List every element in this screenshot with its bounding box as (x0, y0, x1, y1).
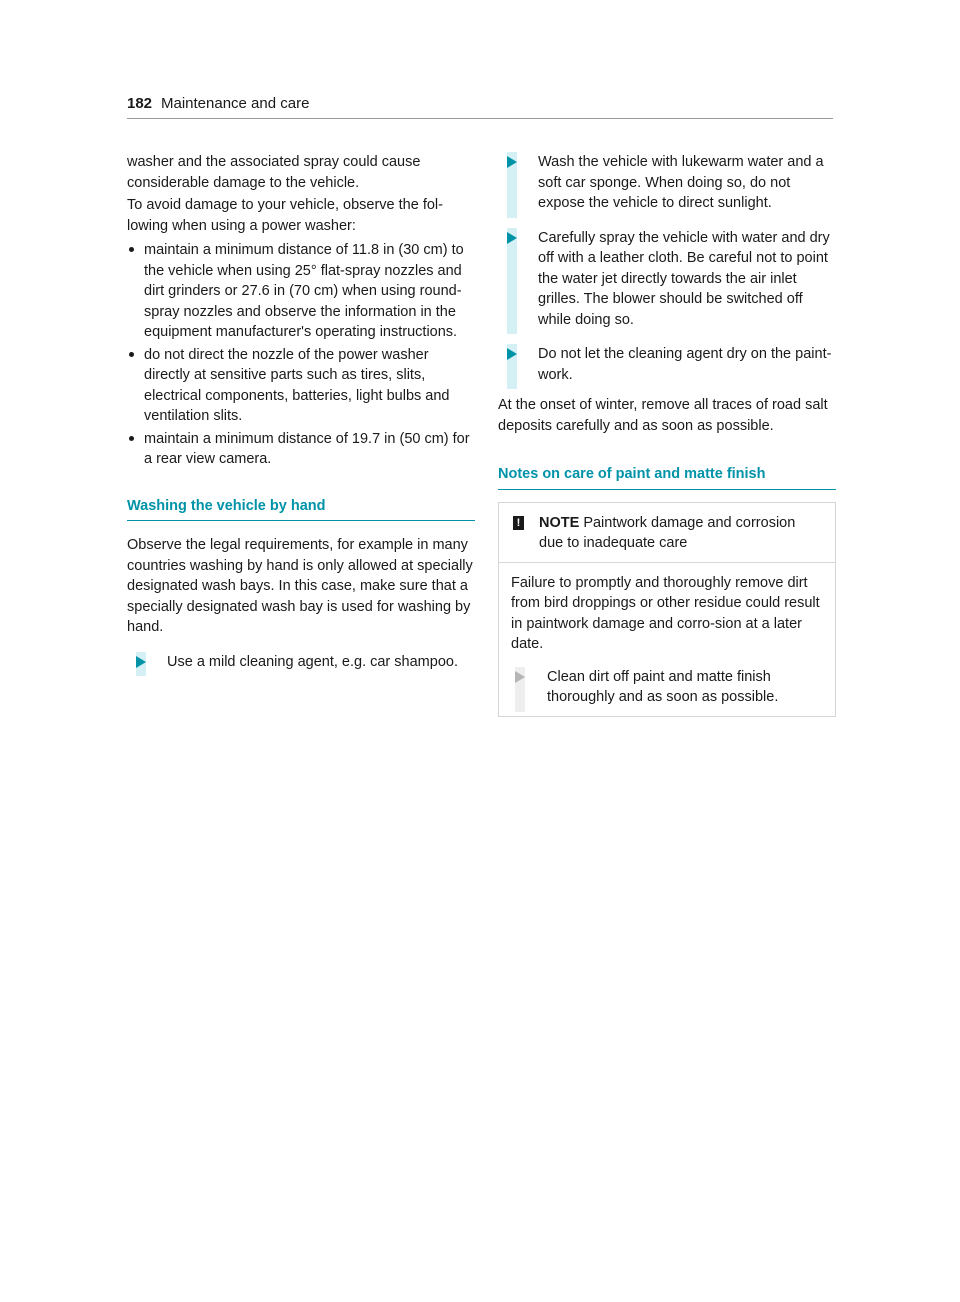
paragraph: Observe the legal requirements, for example in many countries washing by hand is only allowed at specially designated wash bays. In this case, make sure that a specially designated wash bay is used for washing by hand. (127, 537, 473, 635)
arrow-right-icon (515, 671, 525, 683)
section-heading: Washing the vehicle by hand (127, 496, 475, 522)
note-header (499, 503, 835, 563)
left-column (127, 152, 475, 672)
instruction-step: Clean dirt off paint and matte finish thoroughly and as soon as possible. (511, 667, 823, 708)
arrow-right-icon (507, 232, 517, 244)
paragraph: Failure to promptly and thoroughly remove dirt from bird droppings or other residue could result in paintwork damage and corro-sion at a later date. (511, 574, 820, 652)
list-item: maintain a minimum distance of 11.8 in (30 cm) to the vehicle when using 25° flat-spray nozzles and dirt grinders or 27.6 in (70 cm) when using round-spray nozzles and observe the information in the equipment manufacturer's operating instructions. (127, 240, 475, 343)
warning-icon: ! (513, 516, 524, 530)
section-title: Maintenance and care (161, 95, 310, 112)
instruction-step: Carefully spray the vehicle with water and dry off with a leather cloth. Be careful not to point the water jet directly towards the air inlet grilles. The blower should be switched off while doing so. (498, 228, 836, 331)
bullet-list (127, 240, 475, 470)
list-item: maintain a minimum distance of 19.7 in (50 cm) for a rear view camera. (127, 429, 475, 470)
bullet-icon (129, 436, 134, 441)
instruction-step: Wash the vehicle with lukewarm water and a soft car sponge. When doing so, do not expose the vehicle to direct sunlight. (498, 152, 836, 214)
instruction-step: Do not let the cleaning agent dry on the paint-work. (498, 344, 836, 385)
section-heading: Notes on care of paint and matte finish (498, 464, 836, 490)
arrow-right-icon (507, 156, 517, 168)
note-body (499, 563, 835, 716)
arrow-right-icon (507, 348, 517, 360)
page-number: 182 (127, 95, 153, 112)
instruction-step: Use a mild cleaning agent, e.g. car shampoo. (127, 652, 475, 673)
paragraph: washer and the associated spray could cause considerable damage to the vehicle. (127, 154, 421, 191)
note-title: NOTE (539, 514, 580, 531)
paragraph: To avoid damage to your vehicle, observe the fol-lowing when using a power washer: (127, 197, 443, 234)
list-item: do not direct the nozzle of the power washer directly at sensitive parts such as tires, slits, electrical components, batteries, light bulbs and ventilation slits. (127, 345, 475, 427)
bullet-icon (129, 352, 134, 357)
right-column (498, 152, 836, 717)
note-box (498, 502, 836, 717)
bullet-icon (129, 247, 134, 252)
note-subtitle: Paintwork damage and corrosion due to inadequate care (539, 514, 796, 551)
page-header (127, 92, 833, 119)
arrow-right-icon (136, 656, 146, 668)
paragraph: At the onset of winter, remove all traces of road salt deposits carefully and as soon as possible. (498, 397, 828, 434)
